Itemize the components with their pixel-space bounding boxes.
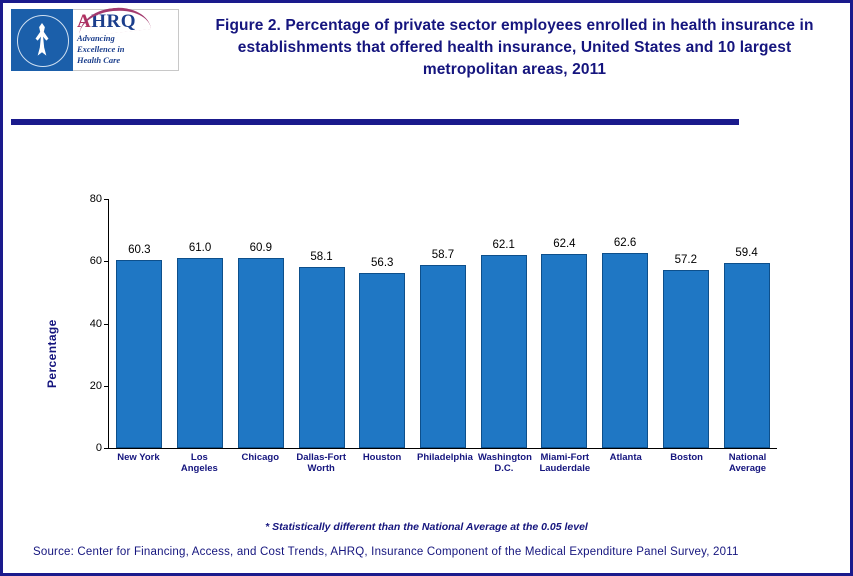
bar-value-label: 59.4 — [735, 247, 758, 260]
bar — [116, 260, 162, 448]
bar-item — [113, 199, 165, 448]
bar — [481, 255, 527, 448]
bar-item — [721, 199, 773, 448]
y-axis-tick-mark — [104, 199, 109, 200]
x-axis-tick-label: Chicago — [241, 452, 279, 463]
y-axis-tick-label: 40 — [89, 317, 102, 330]
bar — [177, 258, 223, 448]
bar — [299, 267, 345, 448]
chart — [3, 133, 850, 523]
x-axis-tick-label: Washington D.C. — [477, 452, 532, 474]
bar-value-label: 60.9 — [249, 242, 272, 255]
bar-item — [417, 199, 469, 448]
y-axis-tick-label: 80 — [89, 193, 102, 205]
y-axis-tick-mark — [104, 386, 109, 387]
bar-item — [235, 199, 287, 448]
bar — [602, 253, 648, 448]
x-axis-tick-label: Philadelphia — [416, 452, 473, 463]
x-axis-tick-label: National Average — [728, 452, 767, 474]
y-axis-label: Percentage — [45, 319, 59, 388]
figure-footnote: * Statistically different than the National Average at the 0.05 level — [265, 521, 588, 533]
bar-value-label: 61.0 — [188, 242, 212, 255]
x-axis-tick-label: Boston — [670, 452, 703, 463]
ahrq-wordmark — [73, 9, 179, 71]
bar-item — [356, 199, 408, 448]
bar-value-label: 57.2 — [674, 253, 698, 266]
bar — [238, 258, 284, 448]
y-axis-tick-label: 60 — [89, 255, 102, 268]
figure-header — [3, 3, 850, 111]
x-axis-tick-label: Dallas-Fort Worth — [296, 452, 346, 474]
bar — [663, 270, 709, 448]
bar-value-label: 60.3 — [128, 244, 151, 257]
ahrq-tagline-line2: Excellence in — [77, 44, 125, 54]
bar-series — [109, 199, 777, 448]
ahrq-logo — [11, 9, 179, 71]
bar-item — [538, 199, 590, 448]
y-axis-tick-mark — [104, 448, 109, 449]
x-axis-tick-label: Miami-Fort Lauderdale — [539, 452, 591, 474]
bar-item — [296, 199, 348, 448]
header-divider — [11, 119, 739, 125]
bar-item — [599, 199, 651, 448]
ahrq-tagline-line3: Health Care — [77, 55, 121, 65]
ahrq-tagline-line1: Advancing — [77, 33, 115, 43]
ahrq-acronym-a: A — [77, 11, 92, 32]
y-axis-tick-label: 0 — [95, 442, 102, 454]
bar-value-label: 62.1 — [492, 238, 515, 251]
bar-item — [478, 199, 530, 448]
hhs-seal-icon — [11, 9, 73, 71]
bar — [420, 265, 466, 448]
bar-value-label: 62.6 — [613, 237, 637, 250]
plot-area — [89, 193, 777, 454]
ahrq-acronym-rest: HRQ — [91, 11, 137, 32]
bar-value-label: 56.3 — [371, 256, 394, 269]
x-axis-labels — [108, 452, 778, 474]
figure-title: Figure 2. Percentage of private sector employees enrolled in health insurance in establishments that offered health insurance, United States and 10 largest metropolitan areas, 2011 — [215, 17, 814, 78]
x-axis-tick-label: Atlanta — [609, 452, 642, 463]
x-axis-tick-label: Los Angeles — [180, 452, 218, 474]
y-axis-tick-mark — [104, 261, 109, 262]
bar — [541, 254, 587, 448]
bar-item — [660, 199, 712, 448]
bar-value-label: 58.7 — [431, 249, 455, 262]
bar — [724, 263, 770, 448]
y-axis-tick-mark — [104, 324, 109, 325]
bar — [359, 273, 405, 448]
bar-value-label: 58.1 — [310, 251, 333, 264]
x-axis-tick-label: Houston — [362, 452, 402, 463]
y-axis-tick-label: 20 — [89, 379, 102, 392]
bar-item — [174, 199, 226, 448]
bar-value-label: 62.4 — [553, 237, 576, 250]
x-axis-tick-label: New York — [117, 452, 160, 463]
figure-source: Source: Center for Financing, Access, and Cost Trends, AHRQ, Insurance Component of the Medical Expenditure Panel Survey, 2011 — [33, 546, 739, 558]
